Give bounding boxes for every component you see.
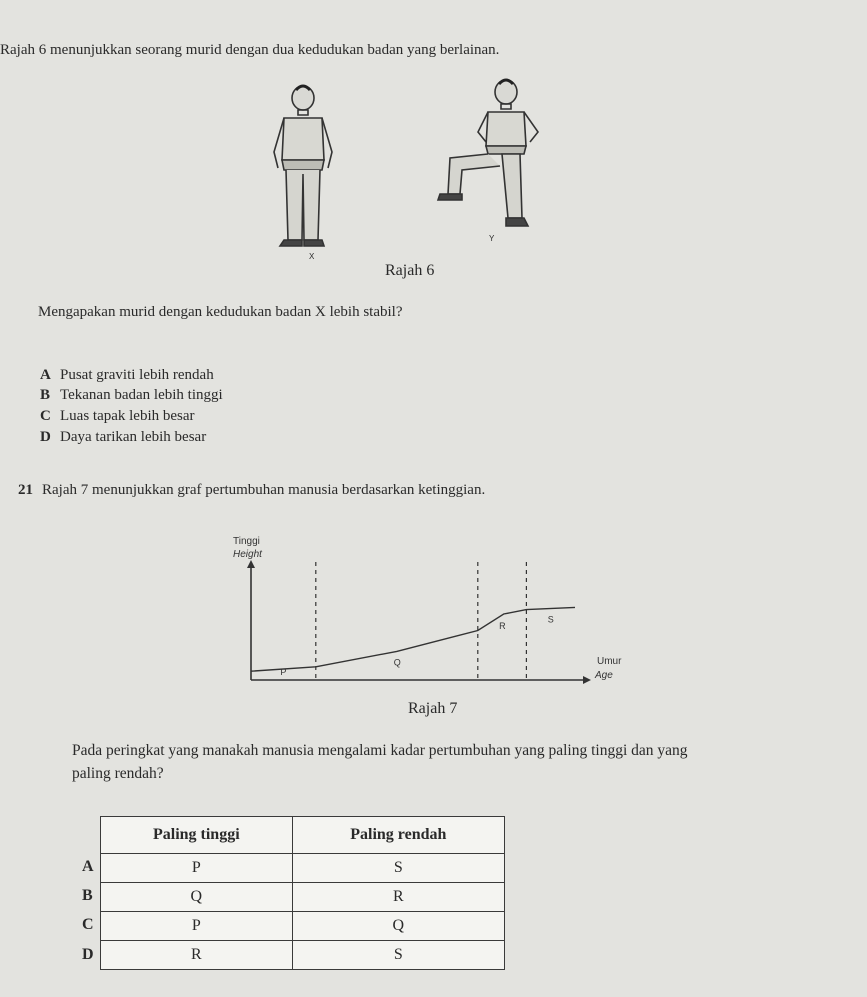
growth-chart: [225, 530, 645, 700]
figure-x-standing: [258, 82, 348, 262]
row-letter-d: D: [82, 946, 94, 963]
stage-label-p: P: [280, 667, 287, 677]
q21-intro: Rajah 7 menunjukkan graf pertumbuhan manusia berdasarkan ketinggian.: [42, 482, 486, 498]
cell-low: S: [292, 854, 504, 883]
table-header-row: [101, 817, 505, 854]
row-letter-b: B: [82, 887, 93, 904]
header-paling-tinggi: Paling tinggi: [101, 817, 293, 854]
q21-number: 21: [18, 482, 33, 498]
q20-option-a[interactable]: A Pusat graviti lebih rendah: [40, 367, 214, 383]
cell-low: S: [292, 941, 504, 970]
q20-intro: Rajah 6 menunjukkan seorang murid dengan dua kedudukan badan yang berlainan.: [0, 42, 500, 58]
cell-high: Q: [101, 883, 293, 912]
cell-low: Q: [292, 912, 504, 941]
row-letter-c: C: [82, 916, 94, 933]
q20-question: Mengapakan murid dengan kedudukan badan X lebih stabil?: [38, 304, 403, 320]
stage-label-s: S: [547, 614, 554, 625]
stage-label-r: R: [499, 621, 506, 632]
stage-label-q: Q: [393, 657, 401, 668]
cell-high: P: [101, 854, 293, 883]
label-y: Y: [489, 234, 495, 243]
answer-table: [100, 816, 505, 970]
table-row-c[interactable]: [101, 912, 505, 941]
rajah-6-caption: Rajah 6: [385, 262, 435, 279]
cell-low: R: [292, 883, 504, 912]
q21-question-line1: Pada peringkat yang manakah manusia mengalami kadar pertumbuhan yang paling tinggi dan yang: [72, 742, 688, 759]
y-axis-label-2: Height: [233, 549, 262, 560]
label-x: X: [309, 252, 315, 261]
y-axis-label-1: Tinggi: [233, 536, 260, 547]
header-paling-rendah: Paling rendah: [292, 817, 504, 854]
figure-y-one-leg: [430, 76, 560, 236]
table-row-d[interactable]: [101, 941, 505, 970]
table-row-b[interactable]: [101, 883, 505, 912]
rajah-7-caption: Rajah 7: [408, 700, 458, 717]
q21-question-line2: paling rendah?: [72, 765, 164, 782]
q20-option-c[interactable]: C Luas tapak lebih besar: [40, 408, 195, 424]
table-row-a[interactable]: [101, 854, 505, 883]
x-axis-label-1: Umur: [597, 656, 622, 667]
q20-option-d[interactable]: D Daya tarikan lebih besar: [40, 429, 207, 445]
q20-option-b[interactable]: B Tekanan badan lebih tinggi: [40, 387, 223, 403]
cell-high: R: [101, 941, 293, 970]
y-axis-arrow: [247, 560, 255, 568]
cell-high: P: [101, 912, 293, 941]
x-axis-arrow: [583, 676, 591, 684]
row-letter-a: A: [82, 858, 94, 875]
x-axis-label-2: Age: [595, 670, 613, 681]
